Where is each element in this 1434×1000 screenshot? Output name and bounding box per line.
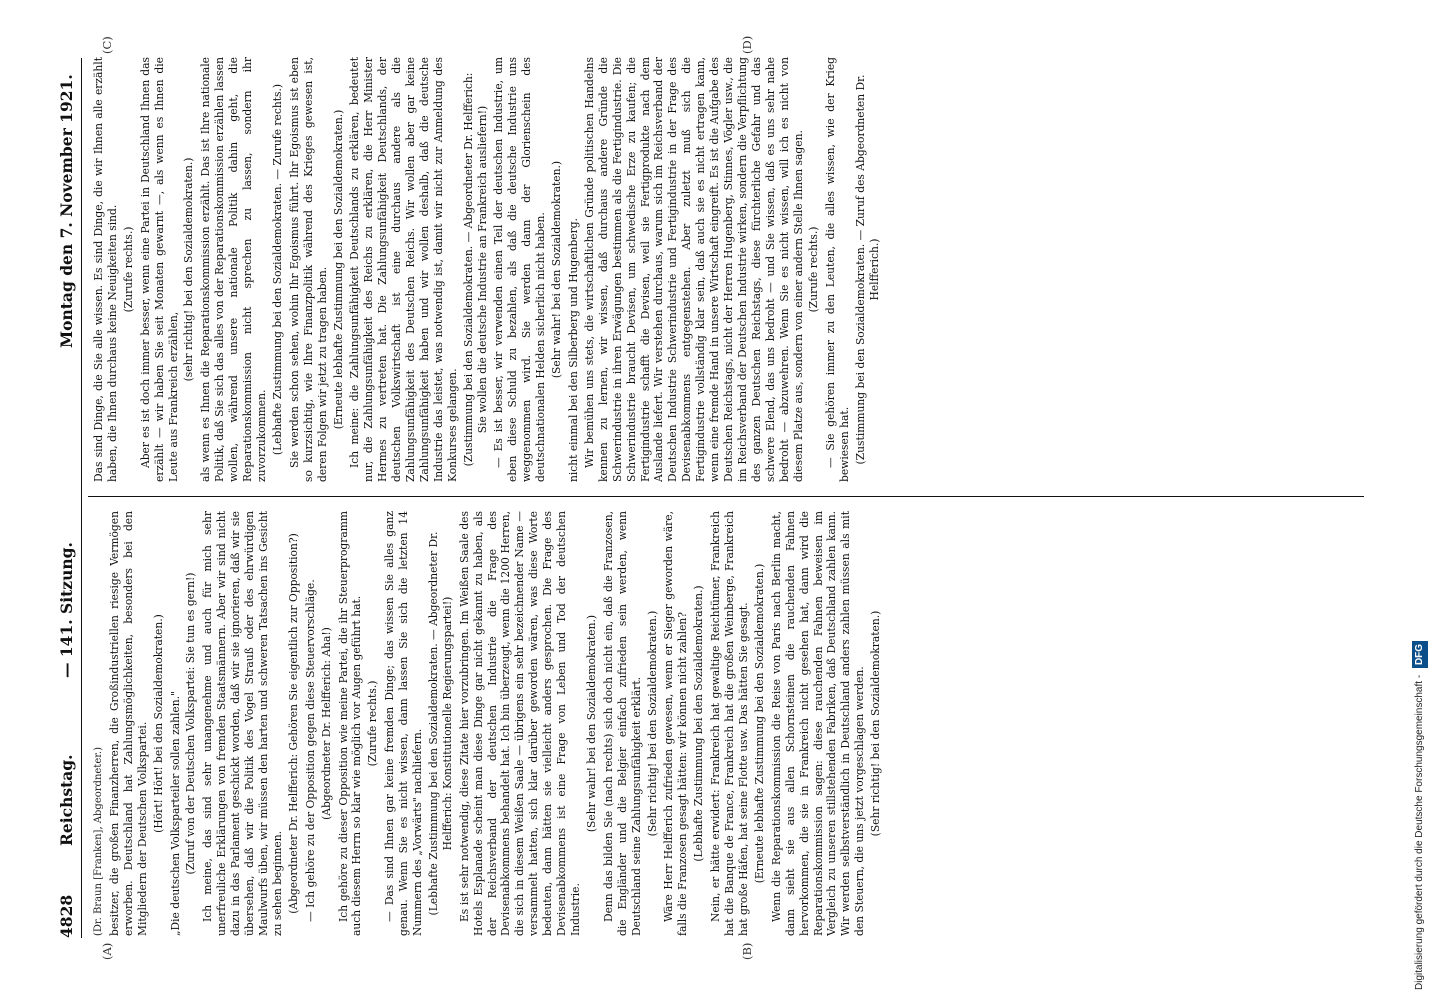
column-divider: [88, 496, 1364, 497]
left-paragraph: — Das sind Ihnen gar keine fremden Dinge; das wissen Sie alles ganz genau. Wenn Sie es nicht wissen, dann lassen Sie sich die letzten 14 Nummern des „Vorwärts" nachliefern.: [383, 511, 425, 936]
left-interjection: (Lebhafte Zustimmung bei den Sozialdemokraten. — Abgeordneter Dr. Helfferich: Konstitutionelle Regierungspartei!): [426, 531, 454, 916]
left-paragraph: Es ist sehr notwendig, diese Zitate hier vorzubringen. Im Weißen Saale des Hotels Esplanade scheint man diese Dinge gar nicht gekannt zu haben, als der Reichsverband der deutschen Industrie die Frage des Devisenabkommens behandelt hat. Ich bin überzeugt, wenn die 1200 Herren, die sich in diesem Weißen Saale — übrigens ein sehr bezeichnender Name — versammelt hatten, sich klar darüber geworden wären, was diese Worte bedeuten, dann hätten sie vielleicht anders gesprochen. Die Frage des Devisenabkommens ist eine Frage von Leben und Tod der deutschen Industrie.: [457, 511, 582, 936]
left-interjection: (Zuruf von der Deutschen Volkspartei: Sie tun es gern!): [184, 572, 198, 875]
left-paragraph: Wäre Herr Helfferich zufrieden gewesen, wenn er Sieger geworden wäre, falls die Franzosen gesagt hätten: wir können nicht zahlen?: [662, 511, 690, 936]
left-paragraph: Wenn die Reparationskommission die Reise von Paris nach Berlin macht, dann sieht sie aus allen Schornsteinen die rauchenden Fahnen hervorkommen, die sie in Frankreich nicht gesehen hat, dann wird die Reparationskommission sagen: diese rauchenden Fahnen beweisen im Vergleich zu unseren stillstehenden Fabriken, daß Deutschland zahlen kann. Wir werden selbstverständlich in Deutschland anders zahlen müssen als mit den Steuern, die uns jetzt vorgeschlagen werden.: [769, 511, 867, 936]
digitization-credit-strip: [1408, 0, 1434, 1000]
right-interjection: (Erneute lebhafte Zustimmung bei den Sozialdemokraten.): [331, 109, 345, 430]
publication-source: Reichstag.: [57, 754, 76, 846]
left-paragraph: Denn das bilden Sie (nach rechts) sich doch nicht ein, daß die Franzosen, die Engländer und die Belgier einfach zufrieden sein werden, wenn Deutschland seine Zahlungsunfähigkeit erklärt.: [601, 511, 643, 936]
right-paragraph: — Es ist besser, wir verwenden einen Teil der deutschen Industrie, um eben diese Schuld zu bezahlen, als daß die deutsche Industrie uns weggenommen wird. Sie werden dann der Glorienschein des deutschnationalen Helden sicherlich nicht haben.: [492, 57, 548, 482]
left-interjection: (Zurufe rechts.): [366, 680, 380, 767]
page-header: [55, 58, 82, 938]
right-paragraph: Aber es ist doch immer besser, wenn eine Partei in Deutschland Ihnen das erzählt — wir haben Sie seit Monaten gewarnt —, als wenn es Ihnen die Leute aus Frankreich erzählen,: [138, 57, 180, 482]
margin-marker-b: (B): [740, 942, 754, 960]
right-interjection: (Zustimmung bei den Sozialdemokraten. — Abgeordneter Dr. Helfferich: Sie wollen die deutsche Industrie an Frankreich ausliefern!): [461, 72, 489, 467]
right-interjection: (Zurufe rechts.): [121, 226, 135, 313]
left-interjection: (Abgeordneter Dr. Helfferich: Gehören Sie eigentlich zur Opposition?): [286, 533, 300, 914]
left-interjection: (Erneute lebhafte Zustimmung bei den Sozialdemokraten.): [752, 563, 766, 884]
left-paragraph: besitzer, die großen Finanzherren, die Großindustriellen riesige Vermögen erworben. Deutschland hat Zahlungsmöglichkeiten, besonders bei den Mitgliedern der Deutschen Volkspartei.: [107, 511, 149, 936]
right-paragraph: — Sie gehören immer zu den Leuten, die alles wissen, wie der Krieg bewiesen hat.: [824, 57, 852, 482]
right-paragraph: Wir bemühen uns stets, die wirtschaftlichen Gründe politischen Handelns kennen zu lernen, wir wissen, daß durchaus andere Gründe die Schwerindustrie in ihren Erwägungen bestimmen als die Fertigindustrie. Die Schwerindustrie braucht Devisen, um schwedische Erze zu kaufen; die Fertigindustrie schafft die Devisen, weil sie Fertigprodukte nach dem Auslande liefert. Wir verstehen durchaus, warum sich im Reichsverband der Deutschen Industrie Schwerindustrie und Fertigindustrie in der Frage des Devisenabkommens entgegenstehen. Aber zuletzt muß sich die Fertigindustrie vollständig klar sein, daß auch sie es nicht ertragen kann, wenn eine fremde Hand in unsere Wirtschaft eingreift. Es ist die Aufgabe des Deutschen Reichstags, nicht der Herren Hugenberg, Stinnes, Vögler usw., die im Reichsverband der Deutschen Industrie wirken, sondern die Verpflichtung des ganzen Deutschen Reichstags, diese fürchterliche Gefahr und das schwere Elend, das uns bedroht — und Sie wissen, daß es uns sehr nahe bedroht — abzuwehren. Wenn Sie es nicht wissen, will ich es nicht von diesem Platze aus, sondern von einer andern Stelle Ihnen sagen.: [582, 57, 805, 482]
right-paragraph: Ich meine: die Zahlungsunfähigkeit Deutschlands zu erklären, bedeutet nur, die Zahlungsunfähigkeit des Reichs zu erklären, die Herr Minister Hermes zu vertreten hat. Die Zahlungsunfähigkeit Deutschlands, der deutschen Volkswirtschaft ist eine durchaus andere als die Zahlungsunfähigkeit des Deutschen Reichs. Wir wollen aber gar keine Zahlungsunfähigkeit haben und wir wollen deshalb, daß die deutsche Industrie das leistet, was notwendig ist, damit wir nicht zur Anmeldung des Konkurses gelangen.: [348, 57, 459, 482]
right-paragraph: nicht einmal bei den Silberberg und Hugenberg.: [567, 218, 580, 482]
left-interjection: (Abgeordneter Dr. Helfferich: Aha!): [319, 627, 333, 820]
left-paragraph: Ich meine, das sind sehr unangenehme und auch für mich sehr unerfreuliche Erklärungen von fremden Staatsmännern. Aber wir sind nicht dazu in das Parlament geschickt worden, daß wir sie ignorieren, daß wir sie übersehen, daß wir die Politik des Vogel Strauß oder des ehrwürdigen Maulwurfs üben, wir müssen den harten und schweren Tatsachen ins Gesicht zu sehen beginnen.: [201, 511, 284, 936]
left-interjection: (Sehr richtig! bei den Sozialdemokraten.): [645, 610, 659, 837]
left-paragraph: Nein, er hätte erwidert: Frankreich hat gewaltige Reichtümer, Frankreich hat die Banque de France, Frankreich hat die großen Weinberge, Frankreich hat große Häfen, hat seine Flotte usw. Das hätten Sie gesagt.: [709, 511, 750, 936]
text-column-left: [92, 511, 1360, 936]
right-interjection: (sehr richtig! bei den Sozialdemokraten.): [182, 157, 196, 382]
right-interjection: (Sehr wahr! bei den Sozialdemokraten.): [550, 160, 564, 379]
left-interjection: (Hört! Hört! bei den Sozialdemokraten.): [151, 614, 165, 833]
left-paragraph: (Dr. Braun [Franken], Abgeordneter.): [93, 746, 104, 936]
right-paragraph: als wenn es Ihnen die Reparationskommission erzählt. Das ist Ihre nationale Politik, daß Sie sich das alles von der Reparationskommission erzählen lassen wollen, während unsere nationale Politik dahin geht, die Reparationskommission nicht sprechen zu lassen, sondern ihr zuvorzukommen.: [199, 57, 268, 482]
digitization-note: Digitalisierung gefördert durch die Deutsche Forschungsgemeinschaft -: [1414, 674, 1425, 990]
page-number: 4828: [57, 894, 76, 938]
dfg-logo: DFG: [1412, 641, 1428, 668]
right-interjection: (Lebhafte Zustimmung bei den Sozialdemokraten. — Zurufe rechts.): [270, 83, 284, 456]
text-column-right: [92, 57, 1360, 482]
left-interjection: (Sehr wahr! bei den Sozialdemokraten.): [584, 614, 598, 833]
right-interjection: (Zustimmung bei den Sozialdemokraten. — Zuruf des Abgeordneten Dr. Helfferich.): [854, 74, 882, 465]
margin-marker-c: (C): [100, 36, 114, 54]
left-paragraph: — Ich gehöre zu der Opposition gegen diese Steuervorschläge.: [303, 579, 317, 922]
left-interjection: (Sehr richtig! bei den Sozialdemokraten.): [869, 610, 883, 837]
left-interjection: (Lebhafte Zustimmung bei den Sozialdemokraten.): [692, 585, 706, 862]
left-paragraph: Ich gehöre zu dieser Opposition wie meine Partei, die ihr Steuerprogramm auch diesem Herrn so klar wie möglich vor Augen geführt hat.: [336, 511, 364, 936]
right-paragraph: Sie werden schon sehen, wohin Ihr Egoismus führt. Ihr Egoismus ist eben so kurzsichtig, wie Ihre Finanzpolitik während des Krieges gewesen ist, deren Folgen wir jetzt zu tragen haben.: [287, 57, 329, 482]
margin-marker-d: (D): [740, 35, 754, 54]
right-paragraph: Das sind Dinge, die Sie alle wissen. Es sind Dinge, die wir Ihnen alle erzählt haben, die Ihnen durchaus keine Neuigkeiten sind.: [92, 57, 119, 482]
session-title: — 141. Sitzung.: [57, 542, 76, 678]
right-interjection: (Zurufe rechts.): [807, 226, 821, 313]
session-date: Montag den 7. November 1921.: [57, 74, 76, 348]
margin-marker-a: (A): [100, 942, 114, 960]
left-paragraph: „Die deutschen Volksparteiler sollen zahlen.": [168, 691, 182, 936]
